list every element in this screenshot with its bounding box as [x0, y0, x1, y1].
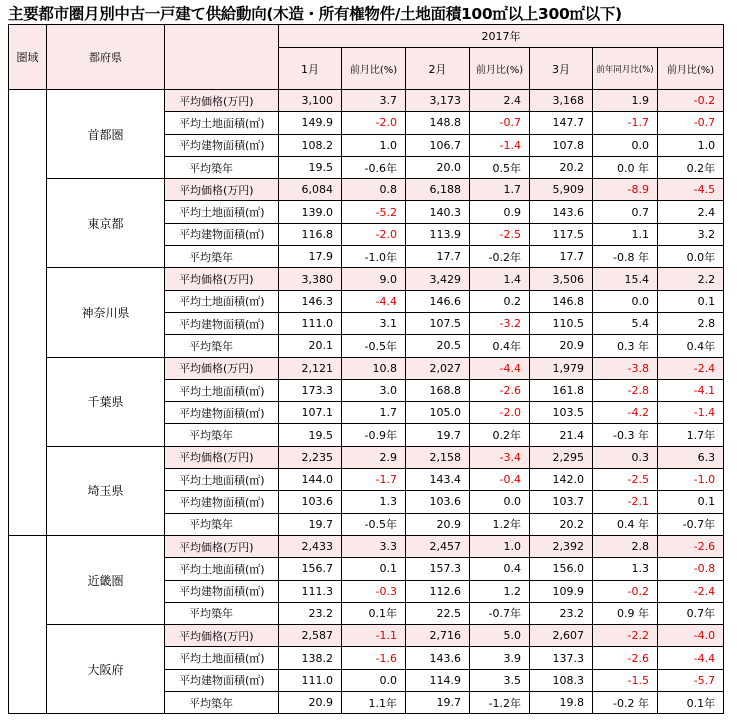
value-cell: 113.9	[406, 223, 470, 245]
value-cell: -2.6	[658, 535, 724, 557]
value-cell: -0.2	[593, 580, 658, 602]
value-cell: 5.4	[593, 312, 658, 334]
value-cell: -0.5年	[342, 513, 406, 535]
value-cell: 103.7	[530, 491, 593, 513]
value-cell: -2.5	[470, 223, 530, 245]
value-cell: 103.6	[279, 491, 342, 513]
value-cell: 3.5	[470, 669, 530, 691]
value-cell: 0.1年	[658, 692, 724, 714]
value-cell: -2.5	[593, 469, 658, 491]
value-cell: 19.5	[279, 156, 342, 178]
value-cell: 20.9	[406, 513, 470, 535]
prefecture-name: 千葉県	[47, 357, 165, 446]
value-cell: 143.4	[406, 469, 470, 491]
value-cell: -0.7年	[658, 513, 724, 535]
value-cell: -4.1	[658, 379, 724, 401]
value-cell: 20.5	[406, 335, 470, 357]
value-cell: 142.0	[530, 469, 593, 491]
value-cell: 107.5	[406, 312, 470, 334]
value-cell: 1.2年	[470, 513, 530, 535]
value-cell: 19.8	[530, 692, 593, 714]
metric-label: 平均築年	[165, 513, 279, 535]
value-cell: 168.8	[406, 379, 470, 401]
value-cell: -2.0	[342, 223, 406, 245]
value-cell: 15.4	[593, 268, 658, 290]
value-cell: 2.4	[470, 90, 530, 112]
value-cell: 0.1	[658, 290, 724, 312]
value-cell: 0.0	[593, 290, 658, 312]
metric-label: 平均価格(万円)	[165, 90, 279, 112]
value-cell: -0.7	[470, 112, 530, 134]
value-cell: 1.7	[342, 402, 406, 424]
region-cell	[9, 580, 47, 602]
value-cell: 0.5年	[470, 156, 530, 178]
header-mom-1: 前月比(%)	[342, 48, 406, 90]
value-cell: -4.4	[470, 357, 530, 379]
value-cell: -4.4	[342, 290, 406, 312]
value-cell: -2.8	[593, 379, 658, 401]
value-cell: 140.3	[406, 201, 470, 223]
value-cell: 1.7年	[658, 424, 724, 446]
value-cell: -0.7	[658, 112, 724, 134]
value-cell: -3.2	[470, 312, 530, 334]
value-cell: 144.0	[279, 469, 342, 491]
value-cell: 2,433	[279, 535, 342, 557]
value-cell: 106.7	[406, 134, 470, 156]
value-cell: 2,716	[406, 625, 470, 647]
prefecture-name: 埼玉県	[47, 446, 165, 535]
value-cell: -1.2年	[470, 692, 530, 714]
value-cell: 2,392	[530, 535, 593, 557]
header-month-3: 3月	[530, 48, 593, 90]
value-cell: 0.1年	[342, 602, 406, 624]
value-cell: -4.4	[658, 647, 724, 669]
value-cell: 20.2	[530, 156, 593, 178]
value-cell: 111.0	[279, 669, 342, 691]
value-cell: -0.8	[658, 558, 724, 580]
value-cell: 0.8	[342, 179, 406, 201]
value-cell: -1.4	[658, 402, 724, 424]
region-cell	[9, 201, 47, 223]
value-cell: 0.1	[342, 558, 406, 580]
value-cell: 0.4 年	[593, 513, 658, 535]
value-cell: 17.7	[406, 246, 470, 268]
value-cell: 110.5	[530, 312, 593, 334]
region-cell	[9, 312, 47, 334]
region-cell	[9, 90, 47, 112]
value-cell: 5.0	[470, 625, 530, 647]
value-cell: 2,027	[406, 357, 470, 379]
region-cell	[9, 335, 47, 357]
value-cell: 149.9	[279, 112, 342, 134]
region-cell	[9, 357, 47, 379]
value-cell: 108.2	[279, 134, 342, 156]
value-cell: 0.4年	[658, 335, 724, 357]
region-cell	[9, 268, 47, 290]
value-cell: -0.2年	[470, 246, 530, 268]
value-cell: -1.7	[593, 112, 658, 134]
metric-label: 平均土地面積(㎡)	[165, 290, 279, 312]
value-cell: 0.0	[470, 491, 530, 513]
prefecture-name: 神奈川県	[47, 268, 165, 357]
region-cell	[9, 379, 47, 401]
value-cell: 19.7	[279, 513, 342, 535]
value-cell: 20.0	[406, 156, 470, 178]
value-cell: 147.7	[530, 112, 593, 134]
value-cell: 2,295	[530, 446, 593, 468]
value-cell: 173.3	[279, 379, 342, 401]
value-cell: 23.2	[530, 602, 593, 624]
value-cell: -3.4	[470, 446, 530, 468]
value-cell: -2.1	[593, 491, 658, 513]
value-cell: 0.0	[593, 134, 658, 156]
value-cell: 23.2	[279, 602, 342, 624]
metric-label: 平均建物面積(㎡)	[165, 491, 279, 513]
value-cell: 0.9	[470, 201, 530, 223]
region-cell	[9, 602, 47, 624]
value-cell: -2.4	[658, 580, 724, 602]
value-cell: 143.6	[530, 201, 593, 223]
value-cell: 146.3	[279, 290, 342, 312]
region-cell	[9, 446, 47, 468]
header-yoy-3: 前年同月比(%)	[593, 48, 658, 90]
metric-label: 平均建物面積(㎡)	[165, 134, 279, 156]
value-cell: 161.8	[530, 379, 593, 401]
table-row	[9, 90, 724, 112]
value-cell: 3,168	[530, 90, 593, 112]
value-cell: 103.5	[530, 402, 593, 424]
value-cell: 116.8	[279, 223, 342, 245]
metric-label: 平均建物面積(㎡)	[165, 312, 279, 334]
value-cell: 1,979	[530, 357, 593, 379]
value-cell: -2.2	[593, 625, 658, 647]
value-cell: 0.0	[342, 669, 406, 691]
value-cell: 3.1	[342, 312, 406, 334]
value-cell: 1.7	[470, 179, 530, 201]
table-row	[9, 179, 724, 201]
value-cell: -1.0	[658, 469, 724, 491]
metric-label: 平均築年	[165, 424, 279, 446]
value-cell: 19.7	[406, 692, 470, 714]
value-cell: 0.2年	[658, 156, 724, 178]
value-cell: 20.9	[530, 335, 593, 357]
value-cell: 138.2	[279, 647, 342, 669]
value-cell: -5.7	[658, 669, 724, 691]
region-cell	[9, 424, 47, 446]
value-cell: 1.0	[470, 535, 530, 557]
value-cell: -0.6年	[342, 156, 406, 178]
metric-label: 平均土地面積(㎡)	[165, 201, 279, 223]
value-cell: 0.3 年	[593, 335, 658, 357]
value-cell: -0.8 年	[593, 246, 658, 268]
value-cell: 157.3	[406, 558, 470, 580]
value-cell: 0.7年	[658, 602, 724, 624]
prefecture-name: 大阪府	[47, 625, 165, 714]
value-cell: 6,188	[406, 179, 470, 201]
region-cell	[9, 290, 47, 312]
value-cell: 3.2	[658, 223, 724, 245]
metric-label: 平均価格(万円)	[165, 268, 279, 290]
region-cell	[9, 647, 47, 669]
value-cell: 3,506	[530, 268, 593, 290]
table-row	[9, 357, 724, 379]
value-cell: -4.5	[658, 179, 724, 201]
value-cell: 1.3	[593, 558, 658, 580]
value-cell: 1.2	[470, 580, 530, 602]
value-cell: 0.7	[593, 201, 658, 223]
value-cell: 109.9	[530, 580, 593, 602]
metric-label: 平均土地面積(㎡)	[165, 469, 279, 491]
value-cell: 22.5	[406, 602, 470, 624]
value-cell: 17.9	[279, 246, 342, 268]
header-month-1: 1月	[279, 48, 342, 90]
value-cell: 3.9	[470, 647, 530, 669]
value-cell: 0.2年	[470, 424, 530, 446]
metric-label: 平均価格(万円)	[165, 357, 279, 379]
metric-label: 平均建物面積(㎡)	[165, 402, 279, 424]
metric-label: 平均築年	[165, 246, 279, 268]
value-cell: 2,587	[279, 625, 342, 647]
value-cell: -1.7	[342, 469, 406, 491]
region-cell	[9, 535, 47, 557]
value-cell: -3.8	[593, 357, 658, 379]
header-mom-3: 前月比(%)	[658, 48, 724, 90]
region-cell	[9, 469, 47, 491]
metric-label: 平均価格(万円)	[165, 625, 279, 647]
value-cell: 2,158	[406, 446, 470, 468]
region-cell	[9, 156, 47, 178]
value-cell: 9.0	[342, 268, 406, 290]
prefecture-name: 首都圏	[47, 90, 165, 179]
table-row	[9, 535, 724, 557]
metric-label: 平均建物面積(㎡)	[165, 669, 279, 691]
value-cell: 105.0	[406, 402, 470, 424]
value-cell: -5.2	[342, 201, 406, 223]
value-cell: 20.2	[530, 513, 593, 535]
value-cell: -0.2 年	[593, 692, 658, 714]
value-cell: 6.3	[658, 446, 724, 468]
metric-label: 平均価格(万円)	[165, 535, 279, 557]
value-cell: 156.7	[279, 558, 342, 580]
metric-label: 平均築年	[165, 602, 279, 624]
value-cell: 139.0	[279, 201, 342, 223]
value-cell: 148.8	[406, 112, 470, 134]
value-cell: 20.9	[279, 692, 342, 714]
value-cell: 2.4	[658, 201, 724, 223]
value-cell: -0.4	[470, 469, 530, 491]
metric-label: 平均価格(万円)	[165, 179, 279, 201]
value-cell: -2.4	[658, 357, 724, 379]
value-cell: 19.5	[279, 424, 342, 446]
value-cell: 146.6	[406, 290, 470, 312]
value-cell: -1.1	[342, 625, 406, 647]
value-cell: 1.3	[342, 491, 406, 513]
value-cell: 0.2	[470, 290, 530, 312]
value-cell: -2.6	[593, 647, 658, 669]
value-cell: 2.8	[658, 312, 724, 334]
value-cell: 1.0	[342, 134, 406, 156]
value-cell: -2.0	[342, 112, 406, 134]
metric-label: 平均土地面積(㎡)	[165, 379, 279, 401]
metric-label: 平均建物面積(㎡)	[165, 580, 279, 602]
value-cell: 2.8	[593, 535, 658, 557]
value-cell: 107.8	[530, 134, 593, 156]
metric-label: 平均土地面積(㎡)	[165, 112, 279, 134]
value-cell: 2,457	[406, 535, 470, 557]
value-cell: 3.0	[342, 379, 406, 401]
header-mom-2: 前月比(%)	[470, 48, 530, 90]
value-cell: 137.3	[530, 647, 593, 669]
value-cell: 1.1年	[342, 692, 406, 714]
value-cell: 108.3	[530, 669, 593, 691]
value-cell: 21.4	[530, 424, 593, 446]
header-month-2: 2月	[406, 48, 470, 90]
value-cell: -1.0年	[342, 246, 406, 268]
value-cell: -0.3 年	[593, 424, 658, 446]
header-metric	[165, 25, 279, 90]
metric-label: 平均築年	[165, 335, 279, 357]
metric-label: 平均土地面積(㎡)	[165, 558, 279, 580]
value-cell: 10.8	[342, 357, 406, 379]
metric-label: 平均築年	[165, 692, 279, 714]
value-cell: 0.9 年	[593, 602, 658, 624]
table-body	[9, 90, 724, 714]
value-cell: 2,607	[530, 625, 593, 647]
value-cell: 20.1	[279, 335, 342, 357]
value-cell: -0.9年	[342, 424, 406, 446]
value-cell: 3,173	[406, 90, 470, 112]
value-cell: 3,100	[279, 90, 342, 112]
value-cell: -2.0	[470, 402, 530, 424]
region-cell	[9, 112, 47, 134]
value-cell: -8.9	[593, 179, 658, 201]
header-region: 圏域	[9, 25, 47, 90]
metric-label: 平均築年	[165, 156, 279, 178]
value-cell: 103.6	[406, 491, 470, 513]
prefecture-name: 東京都	[47, 179, 165, 268]
value-cell: 111.0	[279, 312, 342, 334]
region-cell	[9, 558, 47, 580]
value-cell: 0.0年	[658, 246, 724, 268]
metric-label: 平均建物面積(㎡)	[165, 223, 279, 245]
value-cell: 0.4	[470, 558, 530, 580]
value-cell: 114.9	[406, 669, 470, 691]
value-cell: 3.3	[342, 535, 406, 557]
value-cell: 2,121	[279, 357, 342, 379]
value-cell: 0.4年	[470, 335, 530, 357]
region-cell	[9, 692, 47, 714]
value-cell: 117.5	[530, 223, 593, 245]
metric-label: 平均土地面積(㎡)	[165, 647, 279, 669]
value-cell: 3,380	[279, 268, 342, 290]
region-cell	[9, 491, 47, 513]
value-cell: 6,084	[279, 179, 342, 201]
region-cell	[9, 134, 47, 156]
page-title: 主要都市圏月別中古一戸建て供給動向(木造・所有権物件/土地面積100㎡以上300㎡以下)	[8, 5, 622, 23]
value-cell: 156.0	[530, 558, 593, 580]
table-row	[9, 446, 724, 468]
value-cell: -0.3	[342, 580, 406, 602]
value-cell: 1.9	[593, 90, 658, 112]
value-cell: -0.7年	[470, 602, 530, 624]
value-cell: -0.5年	[342, 335, 406, 357]
value-cell: 112.6	[406, 580, 470, 602]
value-cell: -4.2	[593, 402, 658, 424]
region-cell	[9, 223, 47, 245]
value-cell: 0.0 年	[593, 156, 658, 178]
value-cell: 3,429	[406, 268, 470, 290]
region-cell	[9, 246, 47, 268]
supply-trend-table	[8, 24, 724, 714]
region-cell	[9, 669, 47, 691]
value-cell: 107.1	[279, 402, 342, 424]
value-cell: -2.6	[470, 379, 530, 401]
value-cell: 2.9	[342, 446, 406, 468]
value-cell: 2.2	[658, 268, 724, 290]
value-cell: -4.0	[658, 625, 724, 647]
table-row	[9, 625, 724, 647]
value-cell: -0.2	[658, 90, 724, 112]
value-cell: -1.6	[342, 647, 406, 669]
metric-label: 平均価格(万円)	[165, 446, 279, 468]
value-cell: 146.8	[530, 290, 593, 312]
region-cell	[9, 179, 47, 201]
value-cell: 143.6	[406, 647, 470, 669]
value-cell: 0.1	[658, 491, 724, 513]
value-cell: 1.4	[470, 268, 530, 290]
value-cell: 17.7	[530, 246, 593, 268]
value-cell: 2,235	[279, 446, 342, 468]
region-cell	[9, 402, 47, 424]
value-cell: 5,909	[530, 179, 593, 201]
value-cell: 19.7	[406, 424, 470, 446]
value-cell: -1.5	[593, 669, 658, 691]
value-cell: 1.0	[658, 134, 724, 156]
value-cell: 111.3	[279, 580, 342, 602]
table-row	[9, 268, 724, 290]
value-cell: 1.1	[593, 223, 658, 245]
header-prefecture: 都府県	[47, 25, 165, 90]
value-cell: -1.4	[470, 134, 530, 156]
region-cell	[9, 513, 47, 535]
header-year: 2017年	[279, 25, 724, 48]
prefecture-name: 近畿圏	[47, 535, 165, 624]
value-cell: 3.7	[342, 90, 406, 112]
region-cell	[9, 625, 47, 647]
value-cell: 0.3	[593, 446, 658, 468]
